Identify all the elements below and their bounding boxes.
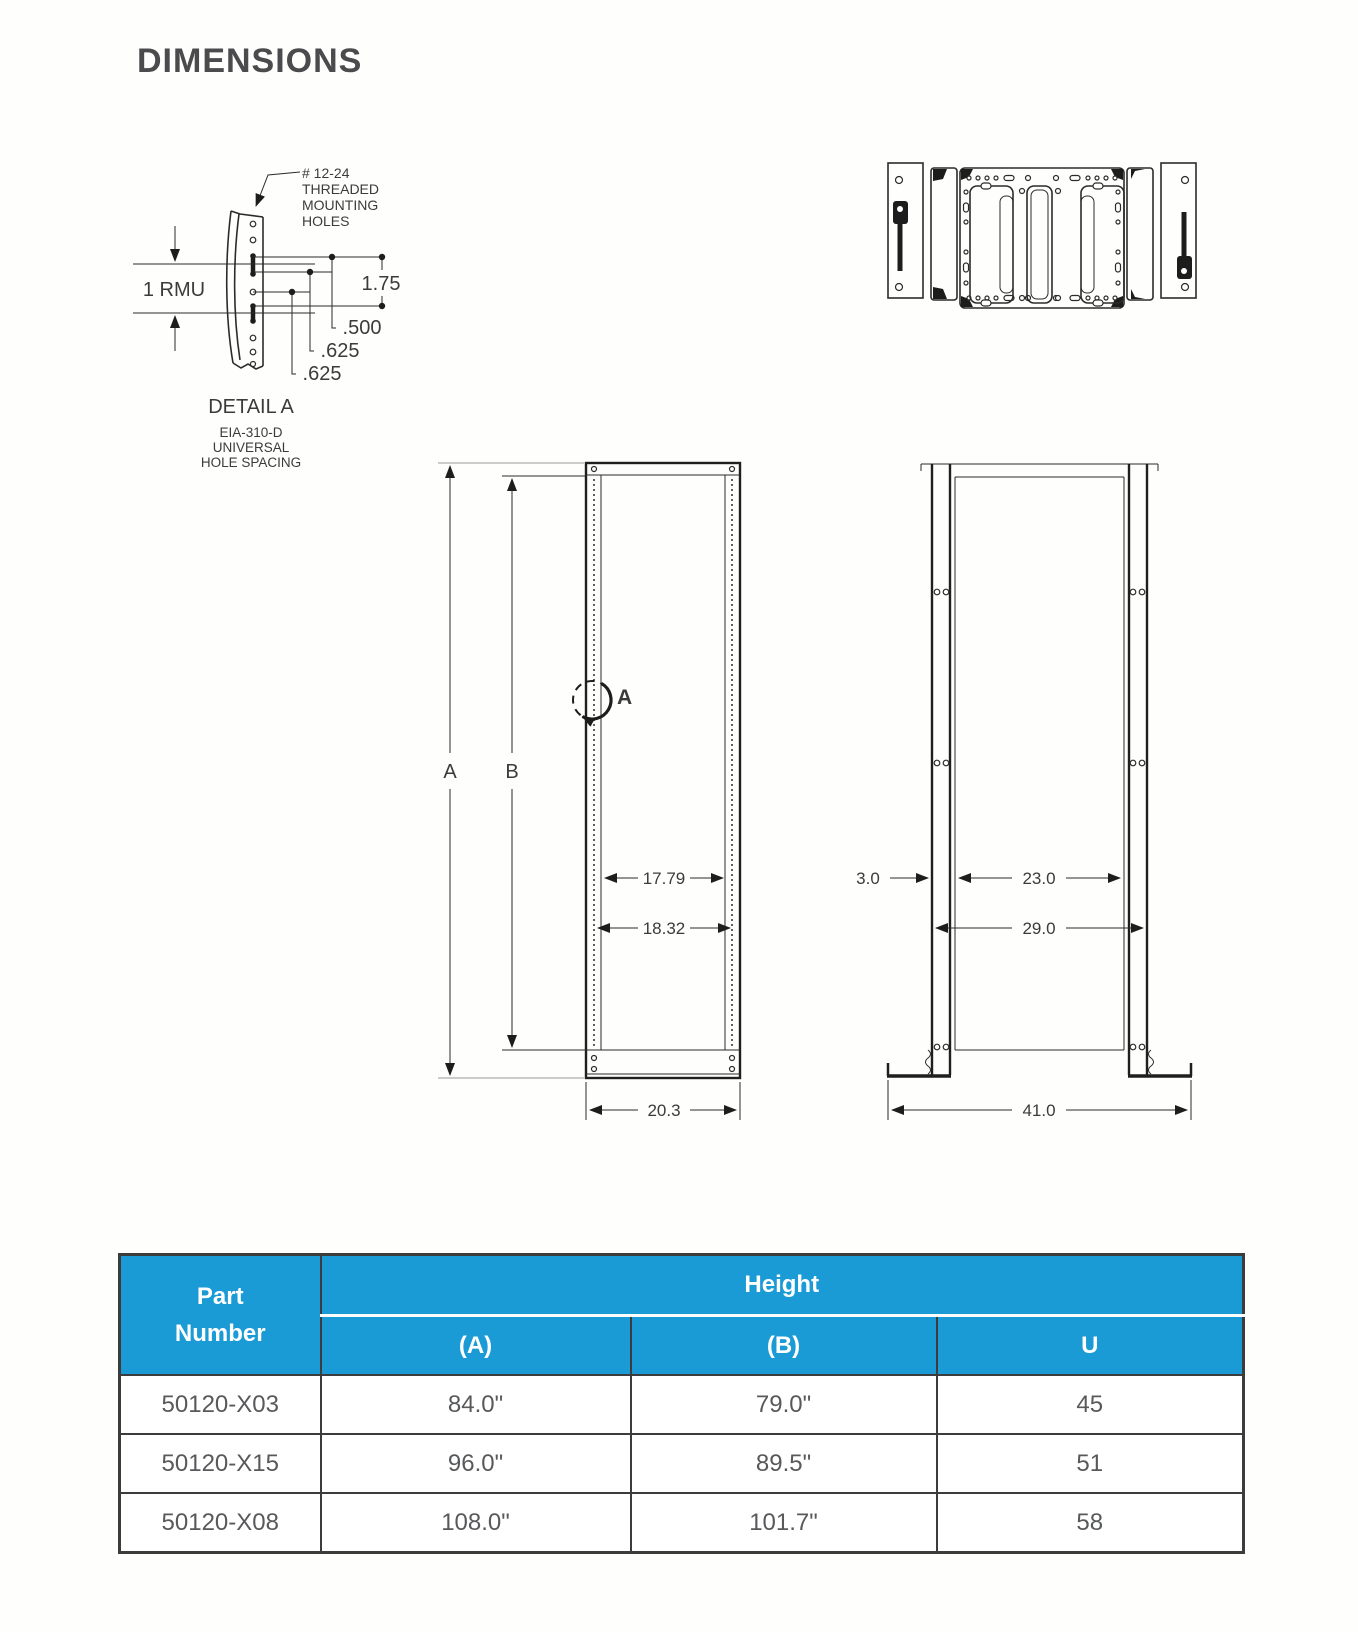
rack-unit-dimension (253, 254, 400, 309)
u-cell: 51 (937, 1434, 1244, 1493)
svg-text:UNIVERSAL: UNIVERSAL (212, 440, 290, 455)
u-cell: 45 (937, 1375, 1244, 1434)
side-view (830, 440, 1210, 1140)
part-number-cell: 50120-X08 (120, 1493, 321, 1553)
spec-table-wrap (118, 1253, 1242, 1554)
callout-leader (256, 172, 300, 206)
hole-column-left (964, 190, 969, 285)
dim-17-79 (605, 869, 723, 888)
height-b-cell: 89.5" (631, 1434, 937, 1493)
rack-front-outline (586, 463, 740, 1078)
dim-3-0 (856, 869, 928, 888)
left-inner-panel (931, 168, 957, 300)
dim-625a: .625 (320, 340, 360, 362)
part-number-cell: 50120-X15 (120, 1434, 321, 1493)
right-end-plate (1161, 163, 1196, 298)
dim-23-0 (959, 869, 1120, 888)
top-plan-view (880, 152, 1210, 317)
svg-text:3.0: 3.0 (856, 869, 880, 888)
height-b-cell: 79.0" (631, 1375, 937, 1434)
part-number-header (120, 1255, 321, 1376)
center-plate (960, 168, 1124, 308)
height-a-cell: 84.0" (321, 1375, 631, 1434)
detail-a-drawing (125, 148, 455, 493)
hole-column-right (1116, 190, 1121, 285)
part-number-cell: 50120-X03 (120, 1375, 321, 1434)
svg-text:23.0: 23.0 (1022, 869, 1056, 888)
dim-b (502, 476, 586, 1050)
rmu-dimension (133, 226, 315, 351)
col-u-header: U (937, 1316, 1244, 1376)
svg-text:THREADED: THREADED (302, 181, 380, 197)
front-view (420, 440, 780, 1140)
u-cell: 58 (937, 1493, 1244, 1553)
dim-625b: .625 (302, 363, 342, 385)
dim-29-0 (936, 919, 1143, 938)
svg-text:18.32: 18.32 (642, 919, 686, 938)
svg-text:A: A (443, 761, 457, 783)
height-b-cell: 101.7" (631, 1493, 937, 1553)
left-end-plate (888, 163, 923, 298)
spec-table (118, 1253, 1245, 1554)
table-row (120, 1434, 1244, 1493)
svg-text:# 12-24: # 12-24 (302, 165, 350, 181)
detail-a-subtitle (201, 425, 301, 470)
dim-41-0 (888, 1080, 1191, 1120)
side-posts (887, 464, 1192, 1076)
dim-20-3 (586, 1082, 740, 1120)
svg-text:MOUNTING: MOUNTING (302, 197, 379, 213)
svg-text:EIA-310-D: EIA-310-D (219, 425, 283, 440)
height-header: Height (321, 1255, 1244, 1316)
rail-profile (227, 211, 263, 369)
height-a-cell: 108.0" (321, 1493, 631, 1553)
slot-right (1081, 183, 1124, 306)
svg-text:41.0: 41.0 (1022, 1101, 1056, 1120)
rmu-label: 1 RMU (142, 279, 206, 301)
right-inner-panel (1127, 168, 1153, 300)
svg-text:B: B (505, 761, 519, 783)
col-b-header: (B) (631, 1316, 937, 1376)
svg-text:17.79: 17.79 (642, 869, 686, 888)
hole-row-top (967, 176, 1117, 181)
col-a-header: (A) (321, 1316, 631, 1376)
post-holes (934, 589, 1145, 1050)
svg-text:20.3: 20.3 (647, 1101, 681, 1120)
svg-text:A: A (617, 686, 633, 709)
slot-left (970, 183, 1013, 306)
dim-500: .500 (342, 317, 382, 339)
table-row (120, 1375, 1244, 1434)
part-number-header-label: Part Number (174, 1282, 266, 1347)
table-row (120, 1493, 1244, 1553)
detail-a-title: DETAIL A (208, 396, 294, 418)
svg-text:HOLES: HOLES (302, 213, 350, 229)
page-title: DIMENSIONS (137, 42, 363, 80)
height-a-cell: 96.0" (321, 1434, 631, 1493)
svg-text:HOLE SPACING: HOLE SPACING (200, 455, 302, 470)
detail-a-marker (573, 681, 632, 719)
threaded-holes-callout (302, 165, 379, 229)
dim-1-75: 1.75 (361, 273, 401, 295)
slot-center (1027, 186, 1052, 303)
dim-18-32 (598, 919, 730, 938)
svg-text:29.0: 29.0 (1022, 919, 1056, 938)
